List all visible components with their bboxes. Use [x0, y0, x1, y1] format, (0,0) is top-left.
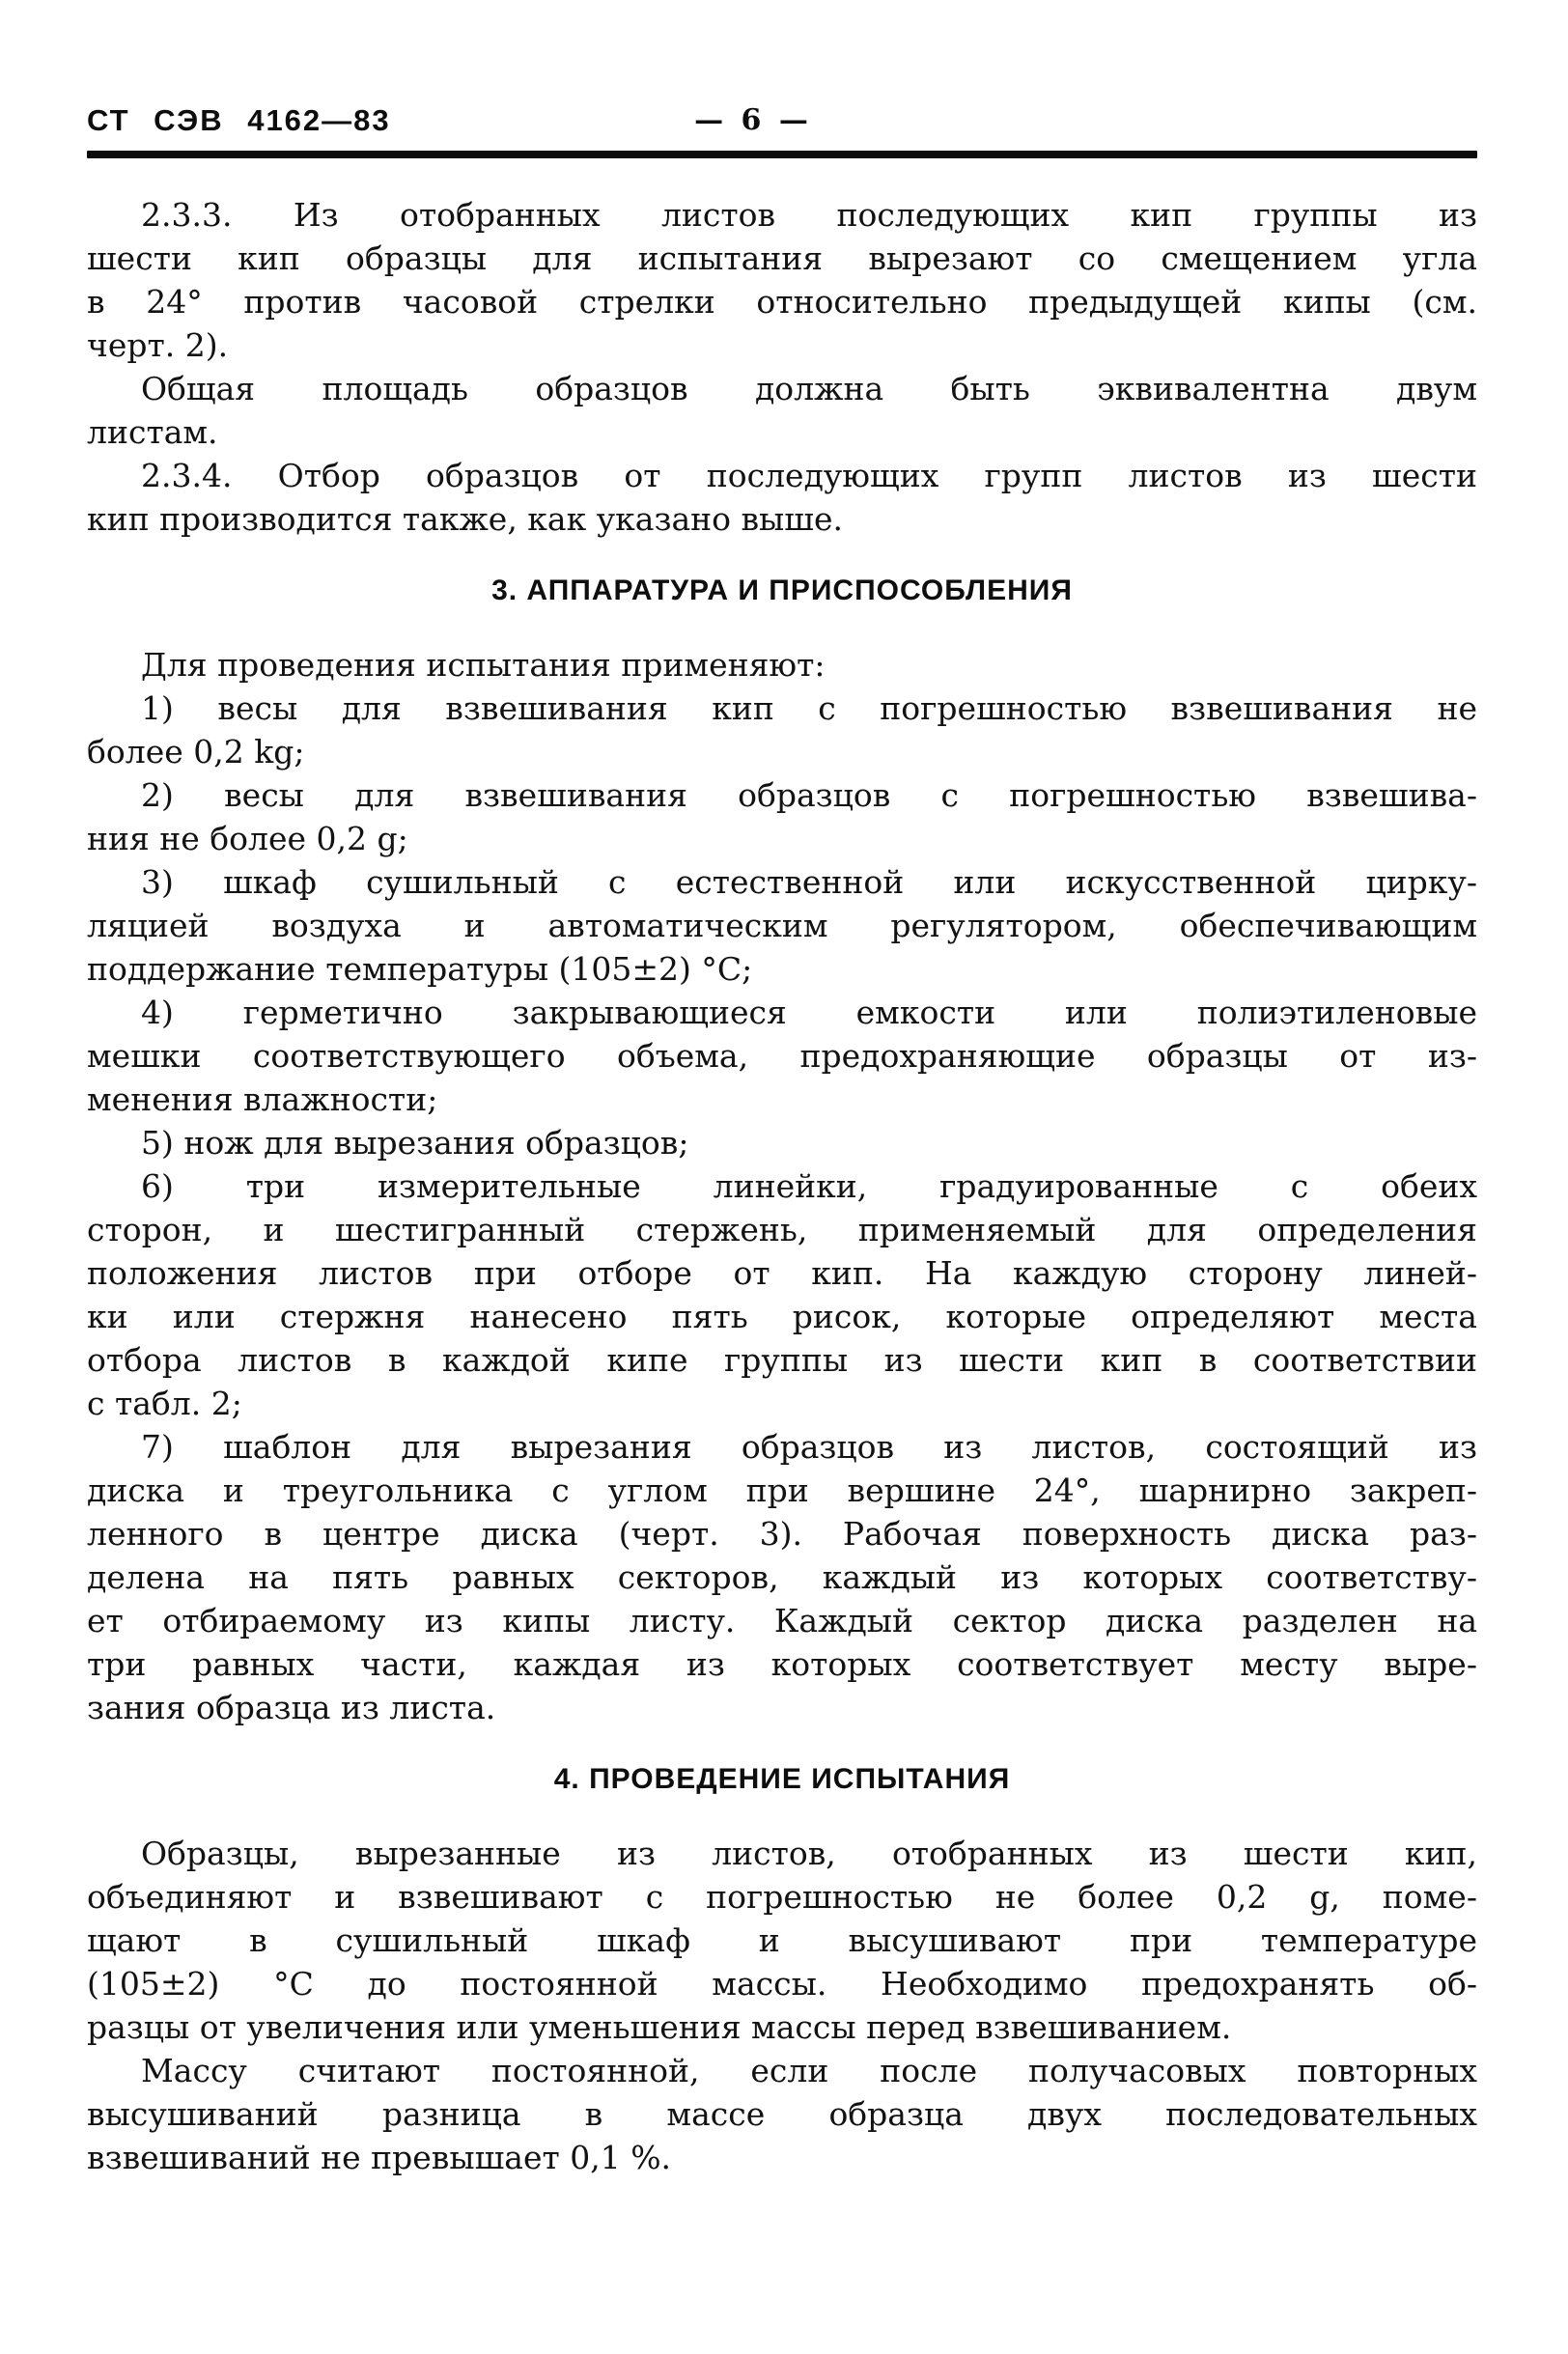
text-line: три равных части, каждая из которых соответствует месту выре- — [87, 1645, 1477, 1683]
text-line: в 24° против часовой стрелки относительно предыдущей кипы (см. — [87, 283, 1477, 321]
page-header — [87, 104, 1477, 137]
text-line: мешки соответствующего объема, предохраняющие образцы от из- — [87, 1037, 1477, 1075]
text-line: менения влажности; — [87, 1080, 438, 1118]
text-line: отбора листов в каждой кипе группы из шести кип в соответствии — [87, 1341, 1477, 1379]
text-line: 2.3.4. Отбор образцов от последующих групп листов из шести — [141, 457, 1477, 494]
text-line: 7) шаблон для вырезания образцов из листов, состоящий из — [141, 1428, 1477, 1466]
paragraph — [87, 1832, 1477, 2049]
paragraph — [87, 2049, 1477, 2179]
paragraph — [87, 367, 1477, 454]
text-line: шести кип образцы для испытания вырезают со смещением угла — [87, 239, 1477, 277]
paragraph — [87, 1425, 1477, 1729]
text-line: диска и треугольника с углом при вершине 24°, шарнирно закреп- — [87, 1471, 1477, 1509]
document-number: СТ СЭВ 4162—83 — [87, 103, 391, 137]
text-line: объединяют и взвешивают с погрешностью не более 0,2 g, поме- — [87, 1878, 1477, 1916]
text-line: с табл. 2; — [87, 1385, 242, 1422]
paragraph — [87, 687, 1477, 773]
header-rule — [87, 151, 1477, 158]
paragraph — [87, 860, 1477, 991]
text-line: листам. — [87, 413, 218, 451]
text-line: 3) шкаф сушильный с естественной или искусственной цирку- — [141, 863, 1477, 901]
text-line: Общая площадь образцов должна быть эквивалентна двум — [141, 370, 1477, 407]
text-line: делена на пять равных секторов, каждый из которых соответству- — [87, 1558, 1477, 1596]
paragraph — [87, 1121, 1477, 1164]
text-line: ет отбираемому из кипы листу. Каждый сектор диска разделен на — [87, 1602, 1477, 1639]
text-line: Для проведения испытания применяют: — [141, 646, 826, 684]
text-line: ки или стержня нанесено пять рисок, которые определяют места — [87, 1298, 1477, 1335]
text-line: более 0,2 kg; — [87, 733, 305, 771]
text-line: кип производится также, как указано выше. — [87, 500, 844, 538]
paragraph — [87, 643, 1477, 687]
text-line: 5) нож для вырезания образцов; — [141, 1124, 689, 1162]
text-line: щают в сушильный шкаф и высушивают при температуре — [87, 1921, 1477, 1959]
text-line: взвешиваний не превышает 0,1 %. — [87, 2139, 672, 2176]
text-line: сторон, и шестигранный стержень, применяемый для определения — [87, 1211, 1477, 1248]
text-line: высушиваний разница в массе образца двух последовательных — [87, 2095, 1477, 2133]
text-line: ленного в центре диска (черт. 3). Рабочая поверхность диска раз- — [87, 1515, 1477, 1553]
text-line: положения листов при отборе от кип. На каждую сторону линей- — [87, 1254, 1477, 1292]
text-line: 4) герметично закрывающиеся емкости или полиэтиленовые — [141, 994, 1477, 1031]
paragraph — [87, 1164, 1477, 1425]
paragraph — [87, 454, 1477, 541]
section-heading: 3. АППАРАТУРА И ПРИСПОСОБЛЕНИЯ — [491, 574, 1073, 606]
paragraph — [87, 991, 1477, 1121]
section-heading: 4. ПРОВЕДЕНИЕ ИСПЫТАНИЯ — [553, 1763, 1011, 1795]
text-line: 2) весы для взвешивания образцов с погрешностью взвешива- — [141, 776, 1477, 814]
text-line: Массу считают постоянной, если после получасовых повторных — [141, 2052, 1477, 2089]
page-number: — 6 — — [694, 103, 812, 137]
text-line: (105±2) °С до постоянной массы. Необходимо предохранять об- — [87, 1965, 1477, 2003]
text-line: ляцией воздуха и автоматическим регулятором, обеспечивающим — [87, 907, 1477, 944]
text-line: 6) три измерительные линейки, градуированные с обеих — [141, 1167, 1477, 1205]
text-line: разцы от увеличения или уменьшения массы перед взвешиванием. — [87, 2008, 1232, 2046]
text-line: Образцы, вырезанные из листов, отобранных из шести кип, — [141, 1835, 1477, 1872]
paragraph — [87, 193, 1477, 367]
text-line: черт. 2). — [87, 326, 229, 364]
text-line: 1) весы для взвешивания кип с погрешностью взвешивания не — [141, 689, 1477, 727]
document-body — [87, 158, 1477, 2179]
paragraph — [87, 773, 1477, 860]
text-line: 2.3.3. Из отобранных листов последующих кип группы из — [141, 196, 1477, 234]
text-line: поддержание температуры (105±2) °С; — [87, 950, 753, 988]
text-line: зания образца из листа. — [87, 1689, 496, 1726]
text-line: ния не более 0,2 g; — [87, 820, 408, 857]
